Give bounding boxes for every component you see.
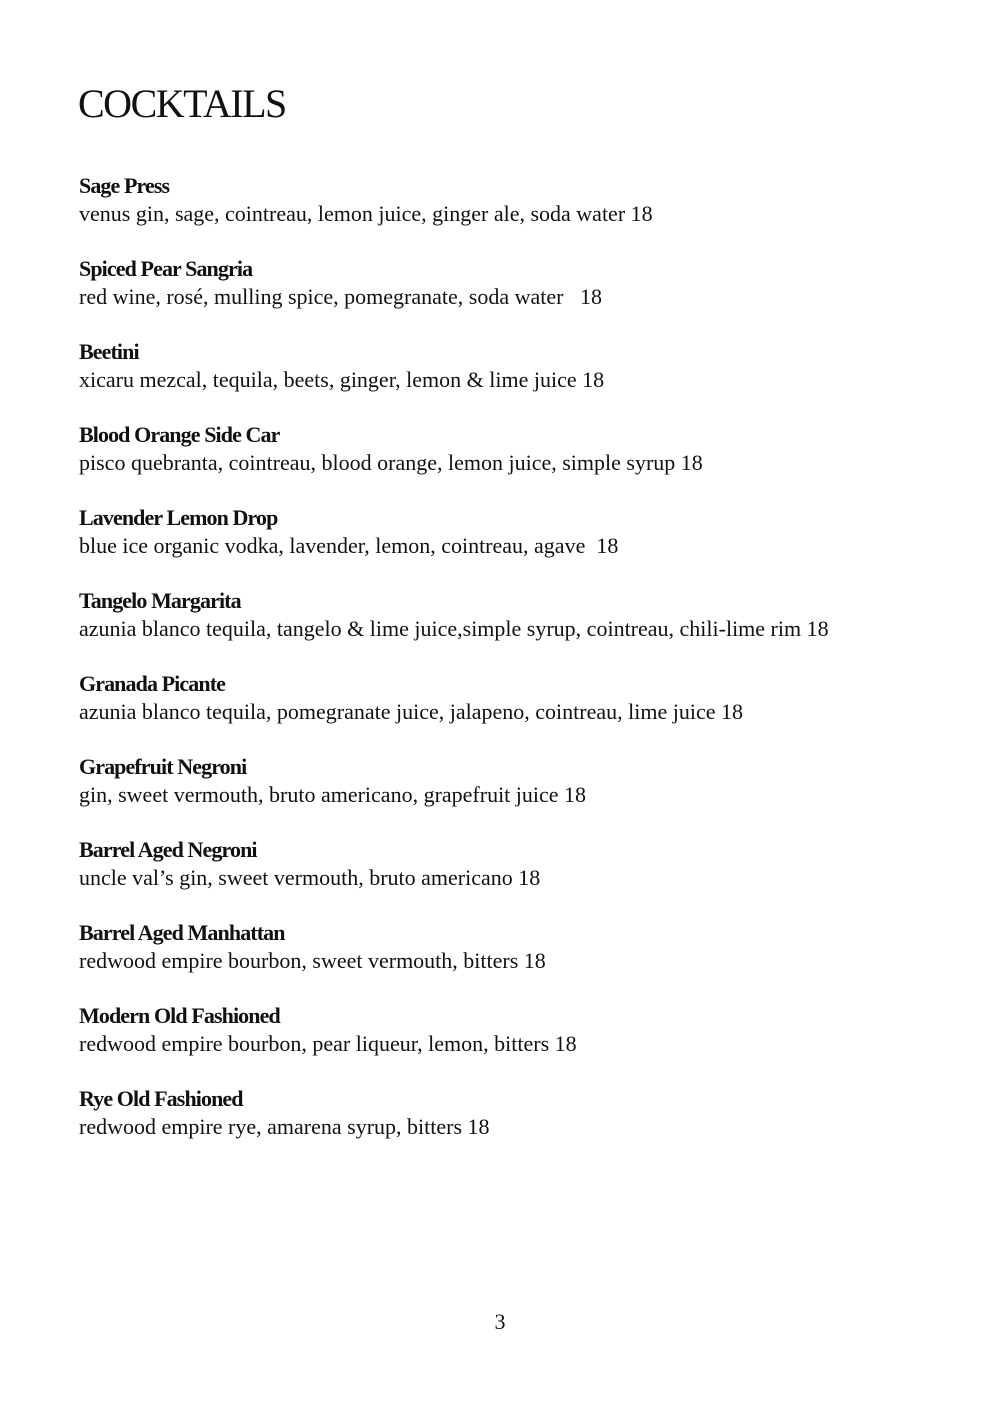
page-title: COCKTAILS <box>78 81 286 126</box>
cocktail-item <box>79 670 959 753</box>
cocktail-item <box>79 1002 959 1085</box>
cocktail-item <box>79 504 959 587</box>
cocktail-item <box>79 255 959 338</box>
cocktail-item <box>79 1085 959 1168</box>
cocktail-name: Barrel Aged Manhattan <box>79 920 285 945</box>
cocktail-description: red wine, rosé, mulling spice, pomegranate, soda water 18 <box>79 284 602 309</box>
cocktail-item <box>79 338 959 421</box>
cocktail-item <box>79 919 959 1002</box>
cocktail-name: Lavender Lemon Drop <box>79 505 278 530</box>
cocktail-description: azunia blanco tequila, tangelo & lime juice,simple syrup, cointreau, chili-lime rim 18 <box>79 616 829 641</box>
cocktail-item <box>79 753 959 836</box>
cocktail-name: Blood Orange Side Car <box>79 422 280 447</box>
cocktail-name: Modern Old Fashioned <box>79 1003 280 1028</box>
cocktail-name: Sage Press <box>79 173 170 198</box>
cocktail-name: Tangelo Margarita <box>79 588 241 613</box>
cocktail-item <box>79 421 959 504</box>
cocktail-name: Rye Old Fashioned <box>79 1086 243 1111</box>
cocktail-name: Barrel Aged Negroni <box>79 837 257 862</box>
cocktail-description: gin, sweet vermouth, bruto americano, grapefruit juice 18 <box>79 782 587 807</box>
cocktail-list <box>79 172 959 1168</box>
cocktail-description: redwood empire bourbon, sweet vermouth, bitters 18 <box>79 948 546 973</box>
cocktail-description: blue ice organic vodka, lavender, lemon, cointreau, agave 18 <box>79 533 619 558</box>
cocktail-name: Spiced Pear Sangria <box>79 256 253 281</box>
cocktail-name: Grapefruit Negroni <box>79 754 247 779</box>
cocktail-description: pisco quebranta, cointreau, blood orange, lemon juice, simple syrup 18 <box>79 450 703 475</box>
cocktail-item <box>79 836 959 919</box>
cocktail-description: xicaru mezcal, tequila, beets, ginger, lemon & lime juice 18 <box>79 367 605 392</box>
page-number: 3 <box>494 1309 506 1334</box>
cocktail-description: uncle val’s gin, sweet vermouth, bruto americano 18 <box>79 865 541 890</box>
cocktail-description: azunia blanco tequila, pomegranate juice, jalapeno, cointreau, lime juice 18 <box>79 699 743 724</box>
cocktail-description: redwood empire rye, amarena syrup, bitters 18 <box>79 1114 490 1139</box>
cocktail-description: venus gin, sage, cointreau, lemon juice, ginger ale, soda water 18 <box>79 201 653 226</box>
cocktail-name: Beetini <box>79 339 139 364</box>
cocktail-name: Granada Picante <box>79 671 225 696</box>
cocktail-item <box>79 587 959 670</box>
cocktail-item <box>79 172 959 255</box>
cocktail-description: redwood empire bourbon, pear liqueur, lemon, bitters 18 <box>79 1031 577 1056</box>
